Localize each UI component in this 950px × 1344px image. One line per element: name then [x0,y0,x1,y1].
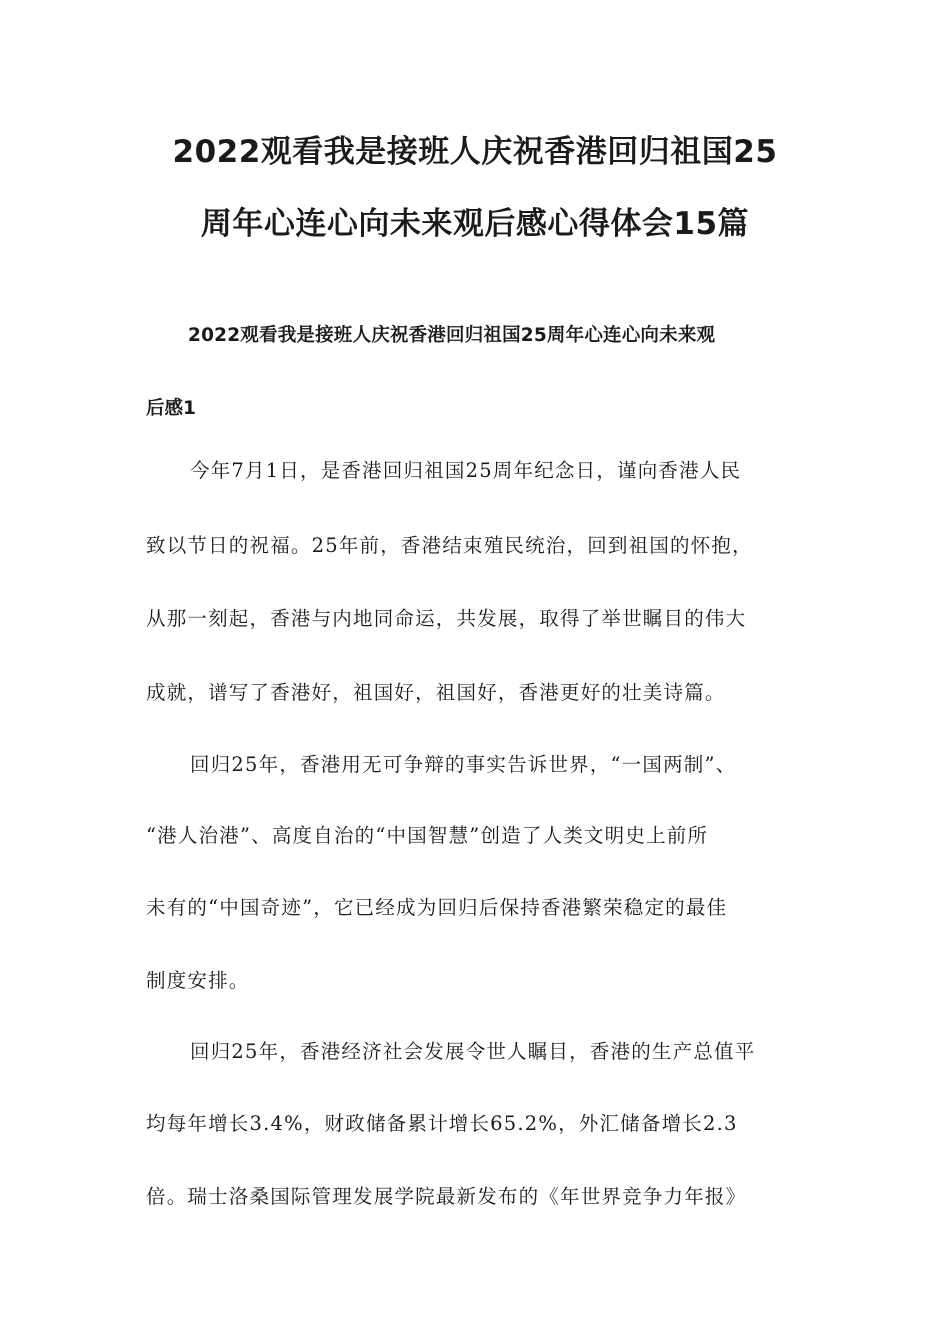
body-line-1: 今年7月1日，是香港回归祖国25周年纪念日，谨向香港人民 [190,459,742,482]
body-line-11: 倍。瑞士洛桑国际管理发展学院最新发布的《年世界竞争力年报》 [146,1185,747,1208]
document-title-line-1: 2022观看我是接班人庆祝香港回归祖国25 [172,134,778,170]
body-line-4: 成就，谱写了香港好，祖国好，祖国好，香港更好的壮美诗篇。 [146,681,726,704]
body-line-2: 致以节日的祝福。25年前，香港结束殖民统治，回到祖国的怀抱， [146,534,753,557]
body-line-3: 从那一刻起，香港与内地同命运，共发展，取得了举世瞩目的伟大 [146,607,747,630]
body-line-5: 回归25年，香港用无可争辩的事实告诉世界，“一国两制”、 [190,753,737,776]
document-title-line-2: 周年心连心向未来观后感心得体会15篇 [200,206,750,242]
body-line-10: 均每年增长3.4%，财政储备累计增长65.2%，外汇储备增长2.3 [146,1112,738,1135]
body-line-7: 未有的“中国奇迹”，它已经成为回归后保持香港繁荣稳定的最佳 [146,896,728,919]
section-heading-line-2: 后感1 [146,398,196,419]
body-line-6: “港人治港”、高度自治的“中国智慧”创造了人类文明史上前所 [146,824,709,847]
section-heading-line-1: 2022观看我是接班人庆祝香港回归祖国25周年心连心向未来观 [188,325,716,346]
body-line-9: 回归25年，香港经济社会发展令世人瞩目，香港的生产总值平 [190,1040,756,1063]
body-line-8: 制度安排。 [146,969,250,992]
